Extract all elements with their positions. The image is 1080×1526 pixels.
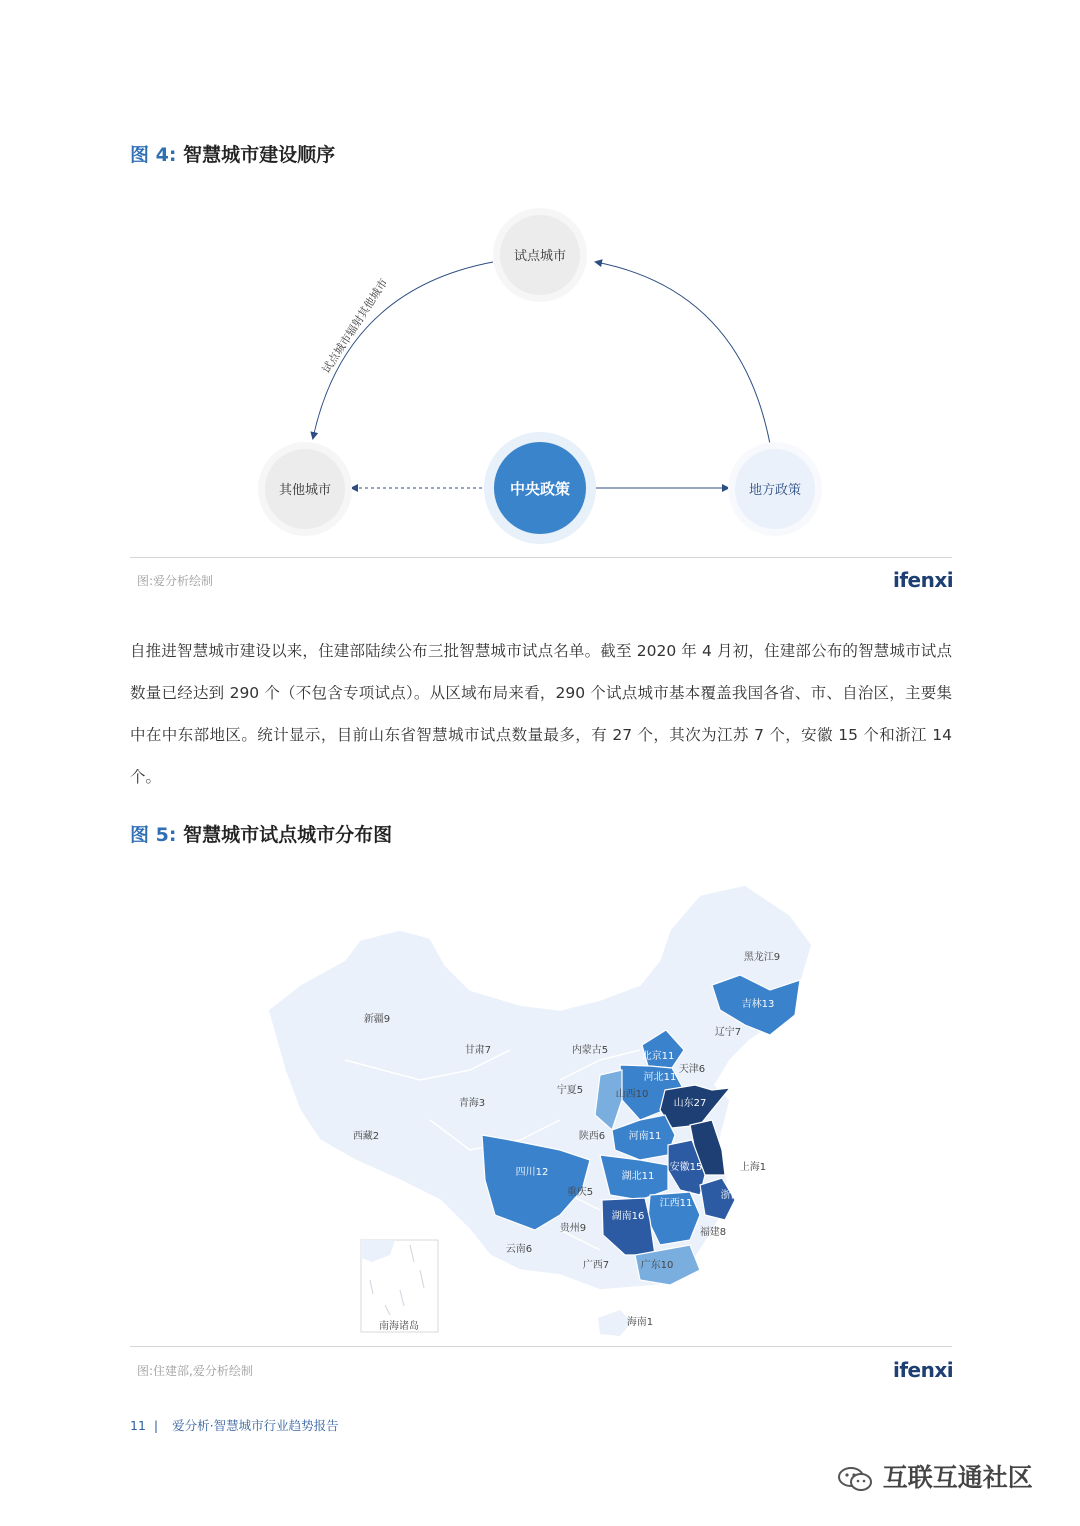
region-label-山东: 山东27 — [673, 1098, 707, 1109]
region-label-云南: 云南6 — [505, 1244, 533, 1255]
region-label-上海: 上海1 — [739, 1162, 767, 1173]
region-label-广西: 广西7 — [582, 1260, 610, 1271]
wechat-icon — [836, 1465, 874, 1493]
figure-5-label: 图 5: — [130, 824, 177, 846]
region-label-西藏: 西藏2 — [352, 1131, 380, 1142]
node-local-label: 地方政策 — [748, 483, 802, 498]
region-label-江苏: 江苏20 — [718, 1131, 752, 1142]
region-label-宁夏: 宁夏5 — [556, 1085, 584, 1096]
region-label-安徽: 安徽15 — [669, 1162, 703, 1173]
region-label-甘肃: 甘肃7 — [464, 1045, 492, 1056]
region-label-北京: 北京11 — [641, 1051, 675, 1062]
page-number: 11 — [130, 1418, 146, 1433]
watermark-text: 互联互通社区 — [882, 1463, 1033, 1492]
figure-5-divider — [130, 1346, 952, 1347]
figure-4-label: 图 4: — [130, 144, 177, 166]
region-label-湖南: 湖南16 — [611, 1211, 645, 1222]
logo-text-2: ifenx — [893, 1358, 947, 1382]
south-sea-label: 南海诸岛 — [379, 1321, 419, 1332]
region-label-吉林: 吉林13 — [741, 999, 775, 1010]
region-label-辽宁: 辽宁7 — [714, 1027, 742, 1038]
ifenxi-logo-2 — [893, 1358, 953, 1382]
footer-text: 爱分析·智慧城市行业趋势报告 — [172, 1418, 339, 1433]
logo-accent: i — [946, 568, 954, 592]
figure-4-source: 图:爱分析绘制 — [137, 574, 214, 588]
region-label-海南: 海南1 — [626, 1317, 654, 1328]
region-label-陕西: 陕西6 — [578, 1131, 606, 1142]
figure-5-title-text: 智慧城市试点城市分布图 — [183, 824, 393, 846]
node-pilot-label: 试点城市 — [513, 249, 567, 264]
region-label-山西: 山西10 — [615, 1089, 649, 1100]
logo-text: ifenx — [893, 568, 947, 592]
region-label-重庆: 重庆5 — [566, 1187, 594, 1198]
region-label-内蒙古: 内蒙古5 — [571, 1045, 609, 1056]
region-label-河南: 河南11 — [628, 1131, 662, 1142]
region-label-青海: 青海3 — [458, 1098, 486, 1109]
figure-5-source: 图:住建部,爱分析绘制 — [137, 1364, 253, 1378]
region-label-新疆: 新疆9 — [363, 1014, 391, 1025]
page-footer — [130, 1416, 339, 1434]
south-sea-inset — [361, 1240, 438, 1332]
region-label-浙江: 浙江14 — [720, 1190, 754, 1201]
region-label-贵州: 贵州9 — [559, 1223, 587, 1234]
region-label-广东: 广东10 — [640, 1260, 674, 1271]
region-label-福建: 福建8 — [699, 1227, 727, 1238]
region-label-四川: 四川12 — [515, 1167, 549, 1178]
region-label-天津: 天津6 — [678, 1064, 706, 1075]
region-label-江西: 江西11 — [659, 1198, 693, 1209]
arc-label: 试点城市辐射其他城市 — [319, 276, 391, 376]
node-central-label: 中央政策 — [509, 480, 571, 498]
watermark — [836, 1458, 1033, 1494]
region-label-河北: 河北11 — [643, 1072, 677, 1083]
logo-accent-2: i — [946, 1358, 954, 1382]
region-label-黑龙江: 黑龙江9 — [743, 952, 781, 963]
node-other-label: 其他城市 — [278, 483, 332, 498]
body-paragraph: 自推进智慧城市建设以来，住建部陆续公布三批智慧城市试点名单。截至 2020 年 4 月初，住建部公布的智慧城市试点数量已经达到 290 个（不包含专项试点）。从区域布局来看，290 个试点城市基本覆盖我国各省、市、自治区，主要集中在中东部地区。统计显示，目前山东省智慧城市试点数量最多，有 27 个，其次为江苏 7 个，安徽 15 个和浙江 14 个。 — [130, 642, 952, 786]
footer-separator: | — [153, 1418, 159, 1433]
figure-4-title-text: 智慧城市建设顺序 — [183, 144, 336, 166]
region-label-湖北: 湖北11 — [621, 1171, 655, 1182]
